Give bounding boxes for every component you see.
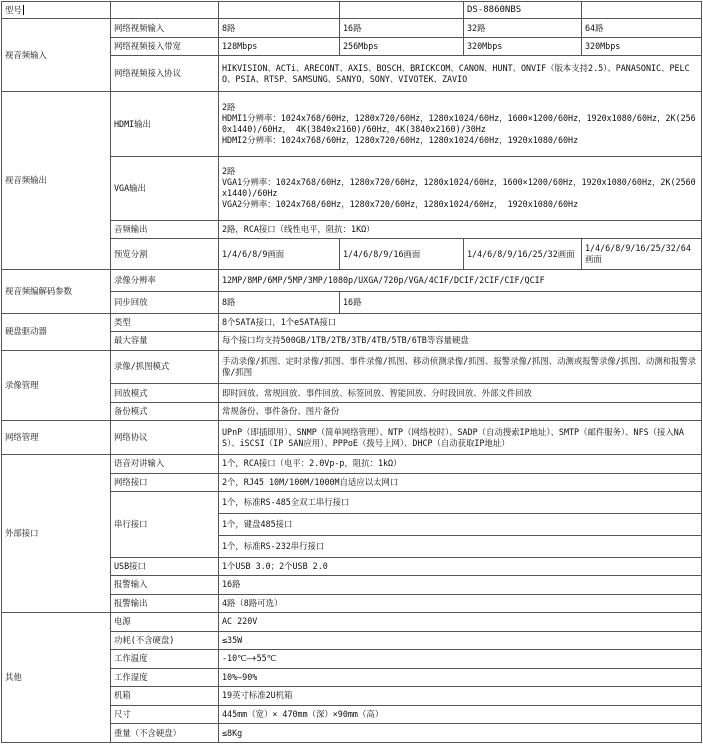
label-talk-input: 语音对讲输入 xyxy=(111,455,219,474)
model-value: DS-8860NBS xyxy=(464,2,582,19)
label-usb: USB接口 xyxy=(111,557,219,576)
value-cell: 1/4/6/8/9/16/25/32画面 xyxy=(464,239,582,270)
label-alarm-in: 报警输入 xyxy=(111,576,219,595)
category-other: 其他 xyxy=(2,613,111,743)
label-weight: 重量（不含硬盘） xyxy=(111,724,219,743)
value-cell: 2路 VGA1分辨率：1024x768/60Hz，1280x720/60Hz，1280x1024/60Hz，1600×1200/60Hz，1920x1080/60Hz，2K(2560x1440)/60Hz VGA2分辨率：1024x768/60Hz，1280x720/60Hz，1280x1024/60Hz， 1920x1080/60Hz xyxy=(219,156,702,220)
value-cell: 32路 xyxy=(464,19,582,38)
value-cell: 16路 xyxy=(340,19,464,38)
label-access-protocol: 网络视频接入协议 xyxy=(111,56,219,92)
value-cell: 1/4/6/8/9画面 xyxy=(219,239,340,270)
value-cell: 320Mbps xyxy=(464,37,582,56)
category-video-output: 视音频输出 xyxy=(2,92,111,270)
label-humidity: 工作湿度 xyxy=(111,668,219,687)
value-cell: 即时回放、常规回放、事件回放、标签回放、智能回放、分时段回放、外部文件回放 xyxy=(219,384,702,403)
value-cell: ≤8Kg xyxy=(219,724,702,743)
label-sync-playback: 同步回放 xyxy=(111,291,219,313)
label-network-video-input: 网络视频输入 xyxy=(111,19,219,38)
category-storage: 硬盘驱动器 xyxy=(2,313,111,350)
value-cell: 64路 xyxy=(582,19,702,38)
empty-cell xyxy=(111,2,219,19)
label-record-mode: 录像/抓图模式 xyxy=(111,350,219,384)
empty-cell xyxy=(582,2,702,19)
spec-table xyxy=(1,1,702,743)
label-power: 电源 xyxy=(111,613,219,632)
table-row xyxy=(2,421,702,455)
value-cell: 16路 xyxy=(219,576,702,595)
label-playback-mode: 回放模式 xyxy=(111,384,219,403)
value-cell: 1个，标准RS-485全双工串行接口 xyxy=(219,492,702,514)
value-cell: 10%—90% xyxy=(219,668,702,687)
value-cell: 常规备份、事件备份、图片备份 xyxy=(219,402,702,421)
value-cell: 1个，RCA接口（电平：2.0Vp-p，阻抗：1kΩ） xyxy=(219,455,702,474)
category-external-interfaces: 外部接口 xyxy=(2,455,111,613)
model-label: 型号 xyxy=(2,2,111,19)
value-cell: AC 220V xyxy=(219,613,702,632)
value-cell: 445mm（宽）× 470mm（深）×90mm（高） xyxy=(219,705,702,724)
label-audio-output: 音频输出 xyxy=(111,220,219,239)
value-cell: 2路，RCA接口（线性电平，阻抗：1KΩ） xyxy=(219,220,702,239)
value-cell: UPnP（即插即用）、SNMP（简单网络管理）、NTP（网络校时）、SADP（自动搜索IP地址）、SMTP（邮件服务）、NFS（接入NAS）、iSCSI（IP SAN应用）、PPPoE（拨号上网）、DHCP（自动获取IP地址） xyxy=(219,421,702,455)
value-cell: 2路 HDMI1分辨率：1024x768/60Hz，1280x720/60Hz，1280x1024/60Hz，1600×1200/60Hz，1920x1080/60Hz，2K(2560x1440)/60Hz， 4K(3840x2160)/60Hz，4K(3840x2160)/30Hz HDMI2分辨率：1024x768/60Hz，1280x720/60Hz，1280x1024/60Hz，1920x1080/60Hz xyxy=(219,92,702,156)
label-bandwidth: 网络视频接入带宽 xyxy=(111,37,219,56)
empty-cell xyxy=(219,2,340,19)
label-vga-output: VGA输出 xyxy=(111,156,219,220)
text-cursor xyxy=(23,5,24,15)
empty-cell xyxy=(340,2,464,19)
table-row xyxy=(2,613,702,632)
value-cell: 2个，RJ45 10M/100M/1000M自适应以太网口 xyxy=(219,473,702,492)
label-consumption: 功耗(不含硬盘) xyxy=(111,631,219,650)
value-cell: 128Mbps xyxy=(219,37,340,56)
label-backup-mode: 备份模式 xyxy=(111,402,219,421)
category-recording: 录像管理 xyxy=(2,350,111,421)
value-cell: ≤35W xyxy=(219,631,702,650)
value-cell: 1个USB 3.0；2个USB 2.0 xyxy=(219,557,702,576)
label-alarm-out: 报警输出 xyxy=(111,594,219,613)
category-network: 网络管理 xyxy=(2,421,111,455)
category-video-input: 视音频输入 xyxy=(2,19,111,92)
table-row xyxy=(2,92,702,156)
label-lan: 网络接口 xyxy=(111,473,219,492)
table-row xyxy=(2,350,702,384)
value-cell: 4路（8路可选） xyxy=(219,594,702,613)
value-cell: 19英寸标准2U机箱 xyxy=(219,687,702,706)
table-row xyxy=(2,455,702,474)
value-cell: 8路 xyxy=(219,19,340,38)
label-record-resolution: 录像分辨率 xyxy=(111,269,219,291)
label-chassis: 机箱 xyxy=(111,687,219,706)
table-row xyxy=(2,313,702,332)
value-cell: HIKVISION、ACTi、ARECONT、AXIS、BOSCH、BRICKCOM、CANON、HUNT、ONVIF（版本支持2.5）、PANASONIC、PELCO、PSIA、RTSP、SAMSUNG、SANYO、SONY、VIVOTEK、ZAVIO xyxy=(219,56,702,92)
label-network-protocol: 网络协议 xyxy=(111,421,219,455)
value-cell: 16路 xyxy=(340,291,702,313)
label-disk-type: 类型 xyxy=(111,313,219,332)
value-cell: 320Mbps xyxy=(582,37,702,56)
label-preview-split: 预览分割 xyxy=(111,239,219,270)
value-cell: 1/4/6/8/9/16画面 xyxy=(340,239,464,270)
value-cell: 12MP/8MP/6MP/5MP/3MP/1080p/UXGA/720p/VGA/4CIF/DCIF/2CIF/CIF/QCIF xyxy=(219,269,702,291)
label-max-capacity: 最大容量 xyxy=(111,332,219,351)
label-temperature: 工作温度 xyxy=(111,650,219,669)
value-cell: 1/4/6/8/9/16/25/32/64画面 xyxy=(582,239,702,270)
value-cell: 256Mbps xyxy=(340,37,464,56)
table-row xyxy=(2,269,702,291)
value-cell: 1个，键盘485接口 xyxy=(219,513,702,535)
value-cell: 1个，标准RS-232串行接口 xyxy=(219,535,702,557)
label-size: 尺寸 xyxy=(111,705,219,724)
label-hdmi-output: HDMI输出 xyxy=(111,92,219,156)
category-codec: 视音频编解码参数 xyxy=(2,269,111,313)
value-cell: 8个SATA接口，1个eSATA接口 xyxy=(219,313,702,332)
value-cell: -10℃—+55℃ xyxy=(219,650,702,669)
value-cell: 手动录像/抓图、定时录像/抓图、事件录像/抓图、移动侦测录像/抓图、报警录像/抓图、动测或报警录像/抓图、动测和报警录像/抓图 xyxy=(219,350,702,384)
value-cell: 每个接口均支持500GB/1TB/2TB/3TB/4TB/5TB/6TB等容量硬盘 xyxy=(219,332,702,351)
label-serial: 串行接口 xyxy=(111,492,219,557)
value-cell: 8路 xyxy=(219,291,340,313)
table-row xyxy=(2,19,702,38)
table-row xyxy=(2,2,702,19)
